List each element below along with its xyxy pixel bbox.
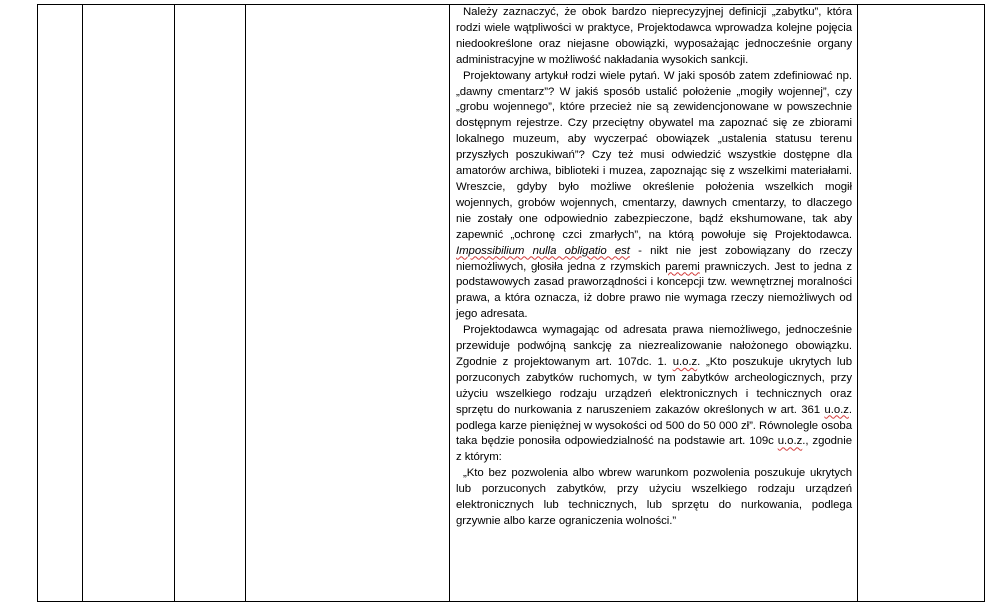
paragraph-p1: [456, 5, 852, 69]
paragraph-p3: [456, 323, 852, 466]
spellcheck-word: Impossibilium nulla obligatio est: [456, 244, 630, 257]
table-cell-article: [175, 5, 246, 602]
text-run: Należy zaznaczyć, że obok bardzo nieprecyzyjnej definicji „zabytku”, która rodzi wiele wątpliwości w praktyce, Projektodawca wprowadza kolejne pojęcia niedookreślone oraz niejasne obowiązki, wyposażając jednocześnie organy administracyjne w możliwość nakładania wysokich sankcji.: [456, 6, 852, 66]
text-run: Projektowany artykuł rodzi wiele pytań. W jaki sposób zatem zdefiniować np. „dawny cmentarz”? W jakiś sposób ustalić położenie „mogiły wojennej”, czy „grobu wojennego”, które przecież nie są zewidencjonowane w powszechnie dostępnym rejestrze. Czy przeciętny obywatel ma zapoznać się ze zbiorami lokalnego muzeum, aby wyczerpać obowiązek „ustalenia statusu terenu przyszłych poszukiwań”? Czy też musi odwiedzić wszystkie dostępne dla amatorów archiwa, biblioteki i muzea, zapoznając się z wszelkimi materiałami. Wreszcie, gdyby było możliwe określenie położenia wszelkich mogił wojennych, grobów wojennych, cmentarzy, dawnych cmentarzy, to dlaczego nie zostały one odpowiednio zabezpieczone, bądź ekshumowane, tak aby zapewnić „ochronę czci zmarłych”, na którą powołuje się Projektodawca.: [456, 69, 852, 241]
text-run: „Kto bez pozwolenia albo wbrew warunkom pozwolenia poszukuje ukrytych lub porzuconych zabytków, przy użyciu wszelkiego rodzaju urządzeń elektronicznych lub technicznych, lub sprzętu do nurkowania, podlega grzywnie albo karze ograniczenia wolności.”: [456, 467, 852, 527]
text-run: Projektodawca wymagając od adresata prawa niemożliwego, jednocześnie przewiduje podwójną sankcję za niezrealizowanie nałożonego obowiązku. Zgodnie z projektowanym art. 107dc. 1.: [456, 324, 852, 368]
table-cell-remarks: [450, 5, 858, 602]
table-cell-unit: [83, 5, 175, 602]
paragraph-p2: [456, 69, 852, 324]
table-cell-response: [858, 5, 985, 602]
spellcheck-word: u.o.z: [777, 435, 803, 448]
spellcheck-word: u.o.z: [672, 355, 698, 368]
spellcheck-word: paremi: [665, 260, 700, 273]
table-cell-entity: [246, 5, 450, 602]
spellcheck-word: u.o.z: [824, 403, 849, 416]
text-run: prawniczych. Jest to jedna z podstawowych zasad praworządności i koncepcji tzw. wewnętrznej moralności prawa, a która oznacza, iż dobre prawo nie wymaga rzeczy niemożliwych od jego adresata.: [456, 260, 852, 321]
text-run: ., zgodnie z którym:: [456, 435, 852, 464]
text-run: . „Kto poszukuje ukrytych lub porzuconych zabytków ruchomych, w tym zabytków archeologicznych, przy użyciu wszelkiego rodzaju urządzeń elektronicznych i technicznych oraz sprzętu do nurkowania z naruszeniem zakazów określonych w art. 361: [456, 355, 852, 416]
text-run: . podlega karze pieniężnej w wysokości od 500 do 50 000 zł”. Równolegle osoba taka będzie ponosiła odpowiedzialność na podstawie art. 109c: [456, 403, 852, 448]
table-cell-lp: [38, 5, 83, 602]
paragraph-p4: [456, 466, 852, 530]
remarks-text: [456, 5, 852, 530]
text-run: - nikt nie jest zobowiązany do rzeczy niemożliwych, głosiła jedna z rzymskich: [456, 244, 852, 273]
comments-table: [37, 4, 985, 602]
table-row: [38, 5, 985, 602]
